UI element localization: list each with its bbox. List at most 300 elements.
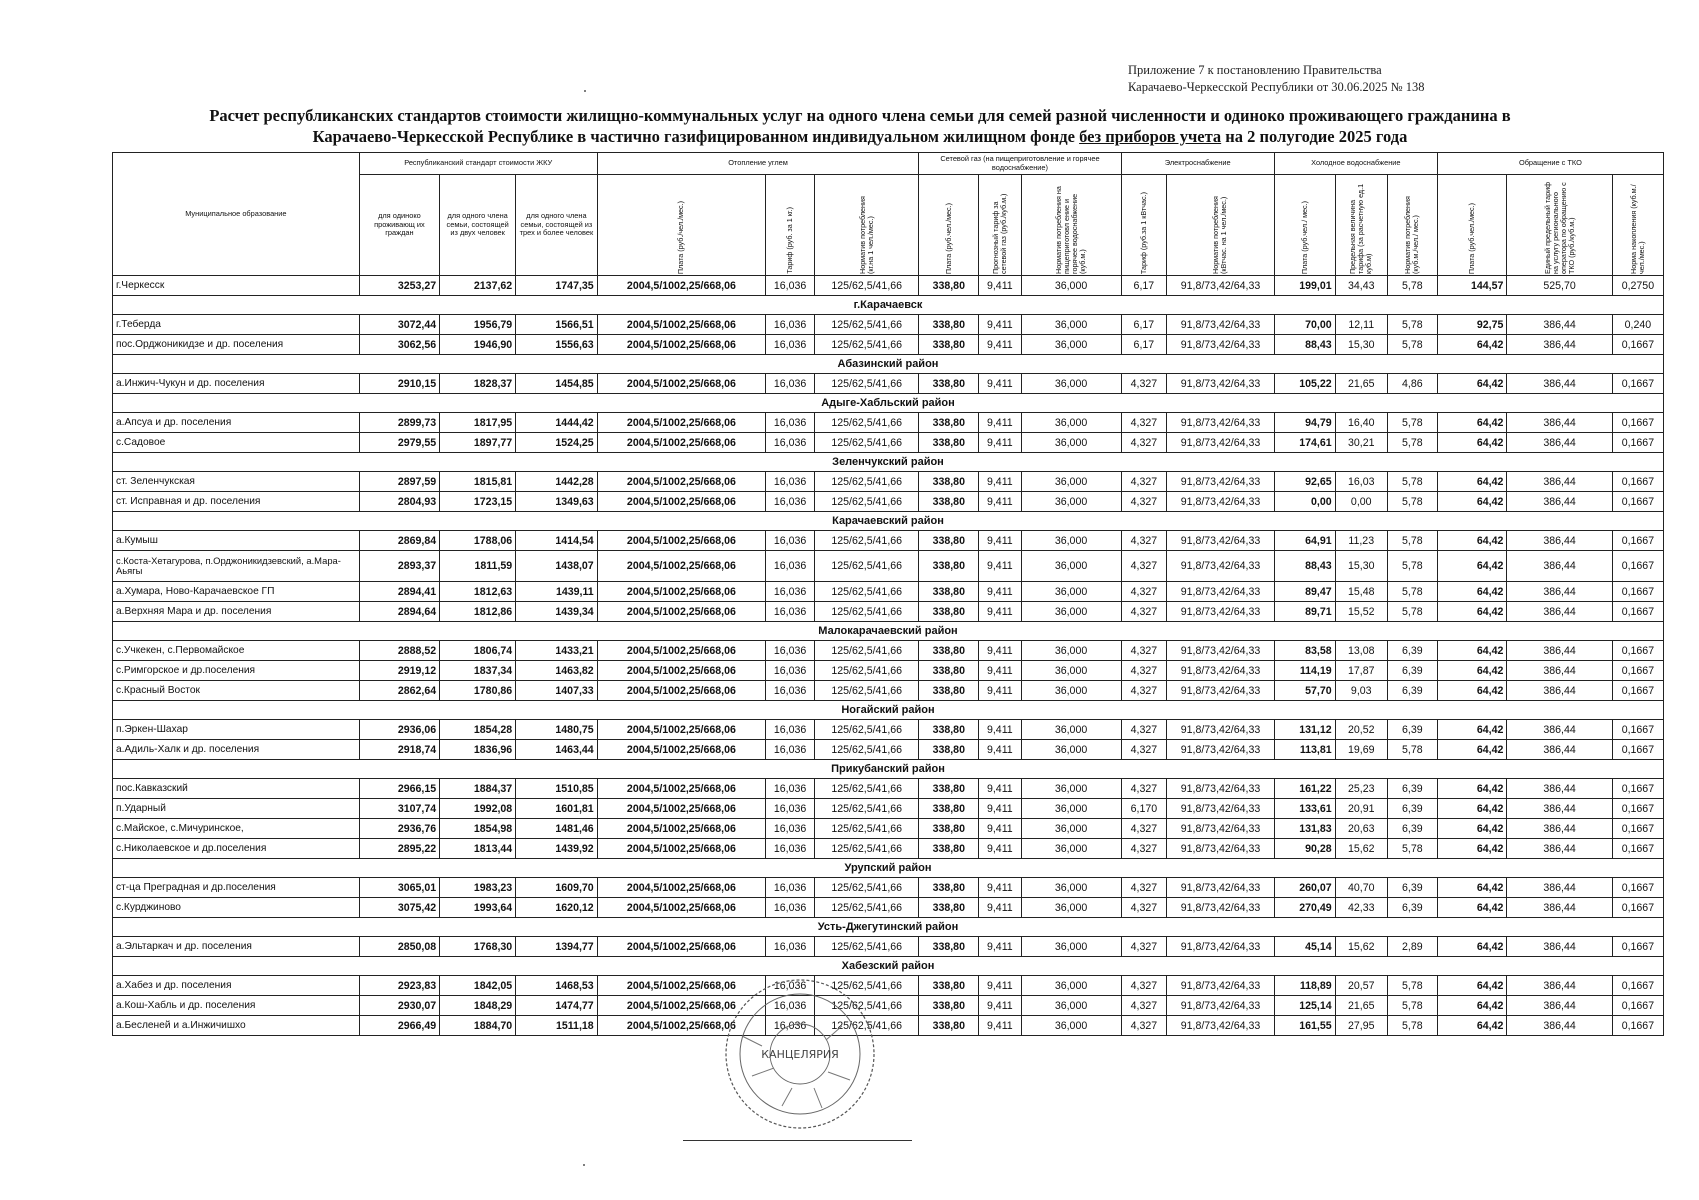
table-cell: 2899,73 <box>359 413 439 433</box>
table-cell: 34,43 <box>1335 276 1387 296</box>
table-cell: 89,47 <box>1274 582 1335 602</box>
table-cell: 3062,56 <box>359 335 439 355</box>
table-row <box>113 602 1664 622</box>
table-cell: 5,78 <box>1387 531 1437 551</box>
document-title <box>110 105 1610 147</box>
table-cell: 16,036 <box>766 740 815 760</box>
table-cell: 16,036 <box>766 531 815 551</box>
table-row <box>113 898 1664 918</box>
table-cell: 64,42 <box>1437 819 1507 839</box>
appendix-line-2: Карачаево-Черкесской Республики от 30.06.2025 № 138 <box>1128 80 1425 94</box>
table-cell: 64,42 <box>1437 996 1507 1016</box>
table-cell: 5,78 <box>1387 1016 1437 1036</box>
table-cell: 9,411 <box>979 819 1021 839</box>
table-cell: 25,23 <box>1335 779 1387 799</box>
table-cell: 1747,35 <box>516 276 598 296</box>
table-cell: 64,42 <box>1437 602 1507 622</box>
table-cell: 91,8/73,42/64,33 <box>1167 819 1275 839</box>
table-cell: 2004,5/1002,25/668,06 <box>597 799 765 819</box>
table-cell: 125/62,5/41,66 <box>815 433 919 453</box>
table-cell: 1463,82 <box>516 661 598 681</box>
table-cell: 5,78 <box>1387 492 1437 512</box>
district-header-row <box>113 296 1664 315</box>
table-row <box>113 413 1664 433</box>
table-cell: 1836,96 <box>440 740 516 760</box>
table-cell: 2923,83 <box>359 976 439 996</box>
header-col-water-tariff: Предельная величина тарифа (за расчетную ед.1 куб.м) <box>1335 175 1387 276</box>
table-cell: 2897,59 <box>359 472 439 492</box>
table-cell: 2888,52 <box>359 641 439 661</box>
table-cell: 125/62,5/41,66 <box>815 740 919 760</box>
table-cell: 0,00 <box>1335 492 1387 512</box>
table-cell: 0,1667 <box>1612 641 1663 661</box>
table-cell: 2918,74 <box>359 740 439 760</box>
table-cell: 36,000 <box>1021 661 1121 681</box>
table-cell: 88,43 <box>1274 335 1335 355</box>
table-cell: 91,8/73,42/64,33 <box>1167 582 1275 602</box>
table-cell: 92,75 <box>1437 315 1507 335</box>
table-cell: 0,2750 <box>1612 276 1663 296</box>
table-cell: 16,036 <box>766 878 815 898</box>
table-cell: 36,000 <box>1021 335 1121 355</box>
table-cell: 16,036 <box>766 898 815 918</box>
table-cell: 6,39 <box>1387 681 1437 701</box>
table-cell: 36,000 <box>1021 413 1121 433</box>
table-cell: 64,42 <box>1437 898 1507 918</box>
municipality-name: а.Верхняя Мара и др. поселения <box>113 602 360 622</box>
table-cell: 125/62,5/41,66 <box>815 531 919 551</box>
table-cell: 9,411 <box>979 531 1021 551</box>
table-cell: 36,000 <box>1021 799 1121 819</box>
table-cell: 4,327 <box>1121 413 1167 433</box>
table-cell: 1842,05 <box>440 976 516 996</box>
municipality-name: пос.Орджоникидзе и др. поселения <box>113 335 360 355</box>
table-cell: 64,91 <box>1274 531 1335 551</box>
header-col-three: для одного члена семьи, состоящей из трех и более человек <box>516 175 598 276</box>
table-cell: 1474,77 <box>516 996 598 1016</box>
table-cell: 92,65 <box>1274 472 1335 492</box>
table-cell: 6,39 <box>1387 641 1437 661</box>
table-cell: 4,327 <box>1121 472 1167 492</box>
table-cell: 270,49 <box>1274 898 1335 918</box>
table-cell: 386,44 <box>1507 819 1612 839</box>
table-cell: 131,83 <box>1274 819 1335 839</box>
table-cell: 64,42 <box>1437 472 1507 492</box>
table-cell: 36,000 <box>1021 374 1121 394</box>
table-cell: 125/62,5/41,66 <box>815 720 919 740</box>
standards-table <box>112 152 1664 1036</box>
table-cell: 338,80 <box>919 720 979 740</box>
table-cell: 36,000 <box>1021 602 1121 622</box>
table-cell: 3075,42 <box>359 898 439 918</box>
table-cell: 9,411 <box>979 374 1021 394</box>
table-cell: 2004,5/1002,25/668,06 <box>597 839 765 859</box>
table-cell: 386,44 <box>1507 551 1612 582</box>
district-header-row <box>113 394 1664 413</box>
table-cell: 5,78 <box>1387 315 1437 335</box>
table-cell: 125/62,5/41,66 <box>815 582 919 602</box>
table-cell: 36,000 <box>1021 582 1121 602</box>
table-cell: 91,8/73,42/64,33 <box>1167 374 1275 394</box>
table-cell: 9,411 <box>979 740 1021 760</box>
table-cell: 9,411 <box>979 641 1021 661</box>
table-cell: 133,61 <box>1274 799 1335 819</box>
table-row <box>113 1016 1664 1036</box>
table-cell: 386,44 <box>1507 531 1612 551</box>
table-cell: 2,89 <box>1387 937 1437 957</box>
table-cell: 5,78 <box>1387 839 1437 859</box>
table-cell: 2004,5/1002,25/668,06 <box>597 819 765 839</box>
table-cell: 1433,21 <box>516 641 598 661</box>
table-cell: 2850,08 <box>359 937 439 957</box>
table-cell: 91,8/73,42/64,33 <box>1167 898 1275 918</box>
table-cell: 0,1667 <box>1612 681 1663 701</box>
table-cell: 125/62,5/41,66 <box>815 413 919 433</box>
table-cell: 91,8/73,42/64,33 <box>1167 472 1275 492</box>
table-cell: 16,036 <box>766 433 815 453</box>
table-cell: 1768,30 <box>440 937 516 957</box>
municipality-name: а.Апсуа и др. поселения <box>113 413 360 433</box>
table-cell: 15,30 <box>1335 551 1387 582</box>
table-cell: 386,44 <box>1507 582 1612 602</box>
table-cell: 2004,5/1002,25/668,06 <box>597 531 765 551</box>
table-cell: 91,8/73,42/64,33 <box>1167 492 1275 512</box>
district-name: Адыге-Хабльский район <box>113 394 1664 413</box>
table-cell: 386,44 <box>1507 602 1612 622</box>
table-cell: 1510,85 <box>516 779 598 799</box>
table-cell: 16,036 <box>766 681 815 701</box>
table-cell: 70,00 <box>1274 315 1335 335</box>
table-cell: 36,000 <box>1021 898 1121 918</box>
table-cell: 1468,53 <box>516 976 598 996</box>
table-cell: 386,44 <box>1507 1016 1612 1036</box>
table-cell: 4,327 <box>1121 996 1167 1016</box>
table-cell: 64,42 <box>1437 937 1507 957</box>
table-cell: 338,80 <box>919 661 979 681</box>
table-cell: 57,70 <box>1274 681 1335 701</box>
table-cell: 118,89 <box>1274 976 1335 996</box>
table-cell: 386,44 <box>1507 996 1612 1016</box>
table-cell: 338,80 <box>919 878 979 898</box>
table-cell: 4,327 <box>1121 898 1167 918</box>
header-col-gas-pay: Плата (руб.чел./мес.) <box>919 175 979 276</box>
table-row <box>113 937 1664 957</box>
municipality-name: пос.Кавказский <box>113 779 360 799</box>
table-cell: 6,17 <box>1121 335 1167 355</box>
table-cell: 6,39 <box>1387 720 1437 740</box>
table-cell: 16,036 <box>766 720 815 740</box>
table-cell: 91,8/73,42/64,33 <box>1167 641 1275 661</box>
district-header-row <box>113 957 1664 976</box>
table-cell: 0,1667 <box>1612 433 1663 453</box>
table-cell: 2004,5/1002,25/668,06 <box>597 641 765 661</box>
table-cell: 338,80 <box>919 374 979 394</box>
table-cell: 36,000 <box>1021 779 1121 799</box>
table-cell: 9,411 <box>979 472 1021 492</box>
table-cell: 36,000 <box>1021 551 1121 582</box>
table-cell: 161,55 <box>1274 1016 1335 1036</box>
district-name: Малокарачаевский район <box>113 622 1664 641</box>
municipality-name: с.Майское, с.Мичуринское, <box>113 819 360 839</box>
table-body <box>113 276 1664 1036</box>
table-cell: 125/62,5/41,66 <box>815 641 919 661</box>
table-cell: 6,39 <box>1387 819 1437 839</box>
table-cell: 16,036 <box>766 661 815 681</box>
table-cell: 2004,5/1002,25/668,06 <box>597 492 765 512</box>
table-cell: 338,80 <box>919 976 979 996</box>
table-cell: 1454,85 <box>516 374 598 394</box>
table-cell: 36,000 <box>1021 878 1121 898</box>
table-cell: 0,1667 <box>1612 779 1663 799</box>
title-line-2-underlined: без приборов учета <box>1079 127 1222 146</box>
title-line-2-a: Карачаево-Черкесской Республике в частично газифицированном индивидуальном жилищном фонде <box>312 127 1075 146</box>
table-row <box>113 433 1664 453</box>
table-cell: 105,22 <box>1274 374 1335 394</box>
table-row <box>113 641 1664 661</box>
table-cell: 2004,5/1002,25/668,06 <box>597 551 765 582</box>
table-cell: 64,42 <box>1437 779 1507 799</box>
header-col-gas-norm: Норматив потребления на пищеприготовл ение и горячее водоснабжение (куб.м.) <box>1021 175 1121 276</box>
header-group-gas: Сетевой газ (на пищеприготовление и горячее водоснабжение) <box>919 153 1121 175</box>
district-name: Урупский район <box>113 859 1664 878</box>
table-cell: 91,8/73,42/64,33 <box>1167 661 1275 681</box>
municipality-name: г.Черкесск <box>113 276 360 296</box>
appendix-line-1: Приложение 7 к постановлению Правительства <box>1128 63 1382 77</box>
table-cell: 9,411 <box>979 839 1021 859</box>
table-cell: 0,1667 <box>1612 1016 1663 1036</box>
table-cell: 1723,15 <box>440 492 516 512</box>
table-cell: 125/62,5/41,66 <box>815 335 919 355</box>
table-cell: 2004,5/1002,25/668,06 <box>597 740 765 760</box>
table-cell: 1983,23 <box>440 878 516 898</box>
table-cell: 16,036 <box>766 976 815 996</box>
table-cell: 15,62 <box>1335 937 1387 957</box>
table-cell: 125/62,5/41,66 <box>815 819 919 839</box>
table-cell: 5,78 <box>1387 276 1437 296</box>
table-cell: 2004,5/1002,25/668,06 <box>597 976 765 996</box>
table-cell: 9,411 <box>979 681 1021 701</box>
table-cell: 91,8/73,42/64,33 <box>1167 531 1275 551</box>
table-cell: 15,30 <box>1335 335 1387 355</box>
table-cell: 91,8/73,42/64,33 <box>1167 740 1275 760</box>
table-cell: 16,036 <box>766 374 815 394</box>
table-cell: 64,42 <box>1437 641 1507 661</box>
table-cell: 5,78 <box>1387 996 1437 1016</box>
municipality-name: г.Теберда <box>113 315 360 335</box>
appendix-note <box>1128 62 1424 96</box>
table-cell: 9,411 <box>979 661 1021 681</box>
table-cell: 1811,59 <box>440 551 516 582</box>
municipality-name: а.Хабез и др. поселения <box>113 976 360 996</box>
table-cell: 15,52 <box>1335 602 1387 622</box>
table-cell: 125/62,5/41,66 <box>815 779 919 799</box>
district-name: Ногайский район <box>113 701 1664 720</box>
table-cell: 36,000 <box>1021 819 1121 839</box>
table-cell: 2004,5/1002,25/668,06 <box>597 413 765 433</box>
table-cell: 4,327 <box>1121 839 1167 859</box>
table-cell: 1780,86 <box>440 681 516 701</box>
table-cell: 6,39 <box>1387 898 1437 918</box>
table-cell: 9,411 <box>979 276 1021 296</box>
header-col-heat-tariff: Тариф (руб. за 1 кг.) <box>766 175 815 276</box>
table-cell: 1394,77 <box>516 937 598 957</box>
table-cell: 2004,5/1002,25/668,06 <box>597 878 765 898</box>
table-cell: 1439,11 <box>516 582 598 602</box>
table-cell: 5,78 <box>1387 551 1437 582</box>
table-cell: 338,80 <box>919 641 979 661</box>
table-cell: 91,8/73,42/64,33 <box>1167 720 1275 740</box>
table-cell: 2966,49 <box>359 1016 439 1036</box>
table-cell: 64,42 <box>1437 413 1507 433</box>
table-cell: 125/62,5/41,66 <box>815 315 919 335</box>
table-cell: 3253,27 <box>359 276 439 296</box>
table-cell: 0,1667 <box>1612 551 1663 582</box>
table-cell: 9,411 <box>979 779 1021 799</box>
table-cell: 5,78 <box>1387 976 1437 996</box>
table-cell: 338,80 <box>919 819 979 839</box>
table-cell: 4,327 <box>1121 937 1167 957</box>
table-row <box>113 582 1664 602</box>
table-cell: 91,8/73,42/64,33 <box>1167 335 1275 355</box>
table-cell: 0,1667 <box>1612 878 1663 898</box>
table-cell: 3065,01 <box>359 878 439 898</box>
table-cell: 4,327 <box>1121 492 1167 512</box>
table-cell: 1854,98 <box>440 819 516 839</box>
municipality-name: ст-ца Преградная и др.поселения <box>113 878 360 898</box>
district-name: Хабезский район <box>113 957 1664 976</box>
table-cell: 2004,5/1002,25/668,06 <box>597 661 765 681</box>
table-cell: 338,80 <box>919 315 979 335</box>
table-cell: 36,000 <box>1021 433 1121 453</box>
table-cell: 91,8/73,42/64,33 <box>1167 1016 1275 1036</box>
table-cell: 16,036 <box>766 472 815 492</box>
table-cell: 0,240 <box>1612 315 1663 335</box>
table-cell: 36,000 <box>1021 996 1121 1016</box>
table-cell: 386,44 <box>1507 720 1612 740</box>
table-row <box>113 335 1664 355</box>
municipality-name: а.Кумыш <box>113 531 360 551</box>
table-cell: 9,411 <box>979 996 1021 1016</box>
table-cell: 0,1667 <box>1612 819 1663 839</box>
table-cell: 64,42 <box>1437 1016 1507 1036</box>
table-cell: 0,1667 <box>1612 720 1663 740</box>
table-cell: 525,70 <box>1507 276 1612 296</box>
table-cell: 386,44 <box>1507 898 1612 918</box>
table-row <box>113 472 1664 492</box>
municipality-name: а.Хумара, Ново-Карачаевское ГП <box>113 582 360 602</box>
table-cell: 125/62,5/41,66 <box>815 937 919 957</box>
district-header-row <box>113 453 1664 472</box>
scan-speck <box>583 1164 585 1166</box>
table-cell: 4,327 <box>1121 374 1167 394</box>
district-name: г.Карачаевск <box>113 296 1664 315</box>
table-cell: 2895,22 <box>359 839 439 859</box>
table-cell: 0,1667 <box>1612 839 1663 859</box>
table-cell: 338,80 <box>919 779 979 799</box>
table-cell: 4,327 <box>1121 551 1167 582</box>
table-cell: 36,000 <box>1021 976 1121 996</box>
table-cell: 2862,64 <box>359 681 439 701</box>
table-cell: 9,411 <box>979 1016 1021 1036</box>
table-cell: 125/62,5/41,66 <box>815 976 919 996</box>
table-cell: 16,036 <box>766 413 815 433</box>
table-cell: 0,1667 <box>1612 413 1663 433</box>
table-cell: 2004,5/1002,25/668,06 <box>597 374 765 394</box>
table-cell: 1601,81 <box>516 799 598 819</box>
table-cell: 4,327 <box>1121 582 1167 602</box>
table-cell: 2004,5/1002,25/668,06 <box>597 315 765 335</box>
table-cell: 88,43 <box>1274 551 1335 582</box>
table-cell: 9,411 <box>979 551 1021 582</box>
table-cell: 2004,5/1002,25/668,06 <box>597 582 765 602</box>
table-cell: 386,44 <box>1507 839 1612 859</box>
table-cell: 4,327 <box>1121 740 1167 760</box>
header-col-power-tariff: Тариф (руб.за 1 кВтчас.) <box>1121 175 1167 276</box>
header-group-power: Электроснабжение <box>1121 153 1274 175</box>
table-cell: 36,000 <box>1021 839 1121 859</box>
table-cell: 4,327 <box>1121 720 1167 740</box>
table-cell: 4,327 <box>1121 641 1167 661</box>
table-cell: 91,8/73,42/64,33 <box>1167 996 1275 1016</box>
table-cell: 16,036 <box>766 779 815 799</box>
table-cell: 4,327 <box>1121 681 1167 701</box>
table-cell: 2004,5/1002,25/668,06 <box>597 720 765 740</box>
table-cell: 64,42 <box>1437 976 1507 996</box>
table-cell: 1813,44 <box>440 839 516 859</box>
table-cell: 1817,95 <box>440 413 516 433</box>
table-cell: 5,78 <box>1387 335 1437 355</box>
table-cell: 114,19 <box>1274 661 1335 681</box>
table-cell: 144,57 <box>1437 276 1507 296</box>
table-cell: 1806,74 <box>440 641 516 661</box>
table-row <box>113 799 1664 819</box>
municipality-name: а.Адиль-Халк и др. поселения <box>113 740 360 760</box>
table-cell: 1884,70 <box>440 1016 516 1036</box>
table-cell: 16,036 <box>766 276 815 296</box>
table-cell: 64,42 <box>1437 681 1507 701</box>
table-cell: 91,8/73,42/64,33 <box>1167 839 1275 859</box>
district-name: Карачаевский район <box>113 512 1664 531</box>
table-cell: 174,61 <box>1274 433 1335 453</box>
table-cell: 2137,62 <box>440 276 516 296</box>
table-cell: 64,42 <box>1437 839 1507 859</box>
table-cell: 5,78 <box>1387 740 1437 760</box>
table-cell: 30,21 <box>1335 433 1387 453</box>
table-cell: 91,8/73,42/64,33 <box>1167 799 1275 819</box>
table-cell: 386,44 <box>1507 413 1612 433</box>
district-name: Прикубанский район <box>113 760 1664 779</box>
district-header-row <box>113 701 1664 720</box>
table-cell: 1407,33 <box>516 681 598 701</box>
table-cell: 9,411 <box>979 413 1021 433</box>
district-name: Усть-Джегутинский район <box>113 918 1664 937</box>
table-cell: 125/62,5/41,66 <box>815 276 919 296</box>
district-header-row <box>113 859 1664 878</box>
table-cell: 2004,5/1002,25/668,06 <box>597 779 765 799</box>
table-cell: 386,44 <box>1507 779 1612 799</box>
district-name: Зеленчукский район <box>113 453 1664 472</box>
municipality-name: с.Красный Восток <box>113 681 360 701</box>
table-cell: 338,80 <box>919 937 979 957</box>
table-cell: 6,39 <box>1387 799 1437 819</box>
table-cell: 338,80 <box>919 839 979 859</box>
table-cell: 3107,74 <box>359 799 439 819</box>
table-cell: 91,8/73,42/64,33 <box>1167 551 1275 582</box>
table-cell: 2869,84 <box>359 531 439 551</box>
table-cell: 199,01 <box>1274 276 1335 296</box>
table-cell: 1946,90 <box>440 335 516 355</box>
table-header <box>113 153 1664 276</box>
